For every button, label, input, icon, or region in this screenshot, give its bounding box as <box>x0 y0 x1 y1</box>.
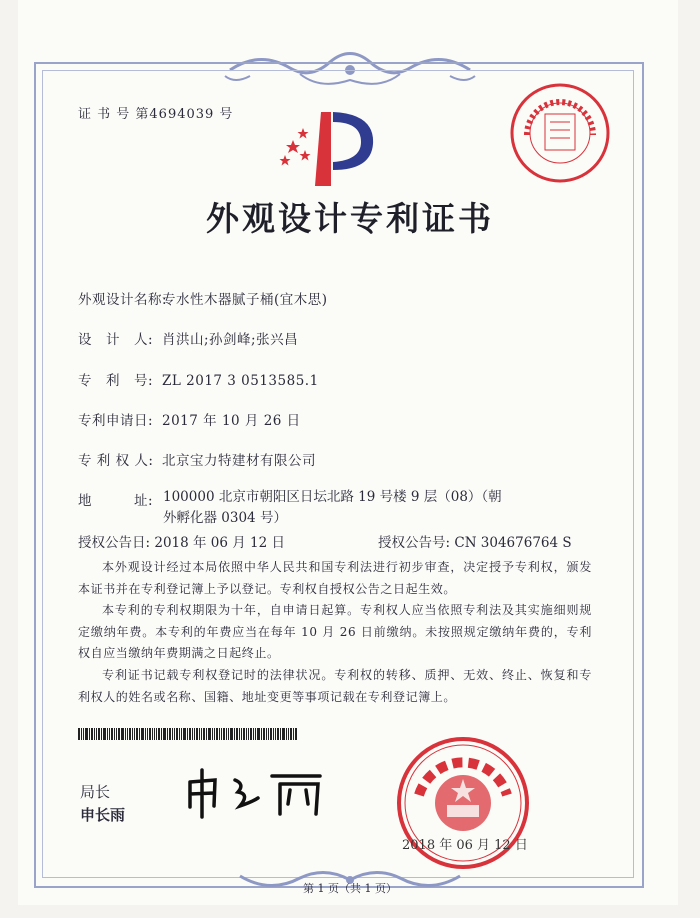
barcode-bar <box>163 728 166 740</box>
barcode-bar <box>268 728 269 740</box>
patent-number-row <box>78 369 319 389</box>
signatory-role: 局长 <box>80 783 111 801</box>
signatory-name: 申长雨 <box>80 806 126 824</box>
barcode-bar <box>89 728 90 740</box>
barcode-bar <box>257 728 260 740</box>
barcode-bar <box>129 728 131 740</box>
barcode-bar <box>132 728 133 740</box>
barcode-bar <box>196 728 198 740</box>
barcode-bar <box>147 728 148 740</box>
barcode-bar <box>179 728 180 740</box>
barcode-bar <box>107 728 108 740</box>
grant-number-label: 授权公告号: <box>378 535 451 551</box>
designer-value: 肖洪山;孙剑峰;张兴昌 <box>162 332 299 348</box>
barcode-bar <box>101 728 102 740</box>
barcode-bar <box>154 728 155 740</box>
handwritten-signature <box>180 762 330 822</box>
barcode-bar <box>243 728 245 740</box>
barcode-bar <box>234 728 235 740</box>
barcode-bar <box>228 728 229 740</box>
designer-row <box>78 328 298 348</box>
barcode-bar <box>141 728 144 740</box>
barcode-bar <box>203 728 205 740</box>
barcode-bar <box>201 728 202 740</box>
page-number: 第 1 页（共 1 页） <box>303 882 397 895</box>
seal-date: 2018 年 06 月 12 日 <box>402 838 528 853</box>
certificate-number: 证 书 号 第4694039 号 <box>78 107 234 122</box>
barcode-bar <box>116 728 117 740</box>
barcode-bar <box>253 728 254 740</box>
barcode-bar <box>183 728 186 740</box>
barcode-bar <box>280 728 281 740</box>
barcode-bar <box>121 728 124 740</box>
barcode-bar <box>169 728 171 740</box>
paragraph-term: 本专利的专利权期限为十年，自申请日起算。专利权人应当依照专利法及其实施细则规定缴纳年费。本专利的年费应当在每年 10 月 26 日前缴纳。未按照规定缴纳年费的，专利权自应当缴纳年费期满之日起终止。 <box>78 603 592 660</box>
grant-number-value: CN 304676764 S <box>454 535 572 551</box>
barcode-bar <box>78 728 80 740</box>
barcode-bar <box>214 728 215 740</box>
barcode-bar <box>189 728 191 740</box>
barcode-bar <box>239 728 240 740</box>
paragraph-status: 专利证书记载专利权登记时的法律状况。专利权的转移、质押、无效、终止、恢复和专利权人的姓名或名称、国籍、地址变更等事项记载在专利登记簿上。 <box>78 668 592 704</box>
barcode-bar <box>176 728 178 740</box>
barcode-bar <box>83 728 84 740</box>
filing-date-value: 2017 年 10 月 26 日 <box>162 413 301 429</box>
filing-date-row <box>78 409 301 429</box>
barcode-bar <box>248 728 249 740</box>
barcode-bar <box>206 728 207 740</box>
barcode-bar <box>81 728 82 740</box>
barcode-bar <box>199 728 200 740</box>
barcode-bar <box>226 728 227 740</box>
barcode-bar <box>230 728 233 740</box>
barcode-bar <box>125 728 126 740</box>
barcode-bar <box>277 728 279 740</box>
agency-seal-icon <box>507 80 613 186</box>
barcode-bar <box>109 728 110 740</box>
patentee-row <box>78 449 316 469</box>
barcode-bar <box>221 728 222 740</box>
barcode-bar <box>208 728 211 740</box>
barcode-bar <box>103 728 106 740</box>
barcode-bar <box>219 728 220 740</box>
grant-date-row <box>78 531 285 551</box>
barcode-bar <box>85 728 88 740</box>
patentee-label: 专 利 权 人: <box>78 453 154 469</box>
barcode-bar <box>261 728 262 740</box>
barcode-bar <box>152 728 153 740</box>
barcode-bar <box>114 728 115 740</box>
barcode-bar <box>161 728 162 740</box>
barcode-bar <box>216 728 218 740</box>
barcode-bar <box>295 728 297 740</box>
barcode-bar <box>273 728 274 740</box>
grant-date-value: 2018 年 06 月 12 日 <box>154 535 286 551</box>
barcode-bar <box>149 728 151 740</box>
paragraph-grant: 本外观设计经过本局依照中华人民共和国专利法进行初步审查，决定授予专利权，颁发本证书并在专利登记簿上予以登记。专利权自授权公告之日起生效。 <box>78 560 592 596</box>
inner-frame <box>42 70 634 878</box>
barcode-bar <box>156 728 157 740</box>
barcode-bar <box>194 728 195 740</box>
address-label: 地 址: <box>78 493 154 509</box>
barcode-bar <box>139 728 140 740</box>
barcode-bar <box>167 728 168 740</box>
barcode-bar <box>145 728 146 740</box>
barcode-bar <box>246 728 247 740</box>
barcode-bar <box>187 728 188 740</box>
barcode-bar <box>98 728 100 740</box>
patent-number-value: ZL 2017 3 0513585.1 <box>162 373 319 389</box>
barcode-bar <box>288 728 289 740</box>
barcode-bar <box>96 728 97 740</box>
barcode-bar <box>111 728 113 740</box>
barcode-bar <box>134 728 135 740</box>
address-row <box>78 489 162 509</box>
design-name-row <box>78 288 328 308</box>
barcode-bar <box>91 728 93 740</box>
barcode <box>78 728 332 740</box>
barcode-bar <box>127 728 128 740</box>
grant-number-row <box>378 531 572 551</box>
design-name-label: 外观设计名称: <box>78 292 168 308</box>
barcode-bar <box>250 728 252 740</box>
patent-number-label: 专 利 号: <box>78 373 154 389</box>
barcode-bar <box>223 728 225 740</box>
barcode-bar <box>290 728 292 740</box>
barcode-bar <box>241 728 242 740</box>
barcode-bar <box>266 728 267 740</box>
barcode-bar <box>286 728 287 740</box>
barcode-bar <box>293 728 294 740</box>
barcode-bar <box>212 728 213 740</box>
barcode-bar <box>172 728 173 740</box>
address-value: 100000 北京市朝阳区日坛北路 19 号楼 9 层（08）（朝外孵化器 0304 号） <box>163 489 502 526</box>
grant-date-label: 授权公告日: <box>78 535 151 551</box>
barcode-bar <box>263 728 265 740</box>
patentee-value: 北京宝力特建材有限公司 <box>162 453 316 469</box>
barcode-bar <box>236 728 238 740</box>
barcode-bar <box>136 728 138 740</box>
barcode-bar <box>174 728 175 740</box>
barcode-bar <box>94 728 95 740</box>
barcode-bar <box>158 728 160 740</box>
document-title: 外观设计专利证书 <box>206 199 494 238</box>
design-name-value: 专水性木器腻子桶(宜木思) <box>162 292 328 308</box>
barcode-bar <box>118 728 120 740</box>
barcode-bar <box>181 728 182 740</box>
barcode-bar <box>282 728 285 740</box>
barcode-bar <box>275 728 276 740</box>
barcode-bar <box>255 728 256 740</box>
barcode-bar <box>192 728 193 740</box>
cnipa-logo-icon <box>275 100 385 190</box>
designer-label: 设 计 人: <box>78 332 154 348</box>
barcode-bar <box>270 728 272 740</box>
filing-date-label: 专利申请日: <box>78 413 154 429</box>
